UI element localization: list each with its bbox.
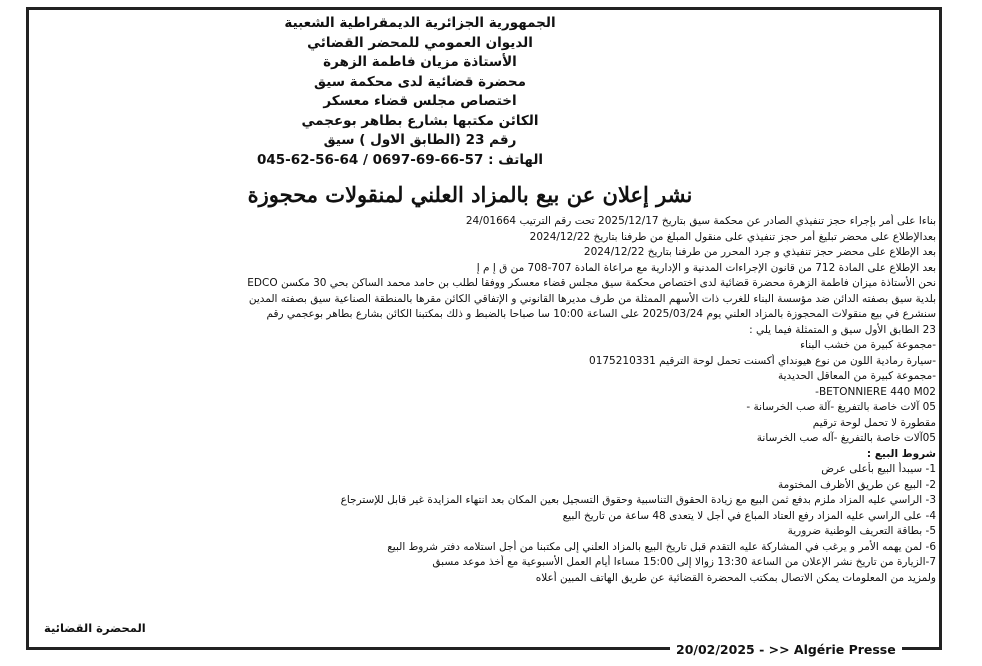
- condition-line: 4- على الراسي عليه المزاد رفع العتاد المباع في أجل لا يتعدى 48 ساعة من تاريخ البيع: [562, 509, 936, 522]
- body-line: 23 الطابق الأول سيق و المتمثلة فيما يلي :: [749, 323, 936, 336]
- body-line: بعد الإطلاع على المادة 712 من قانون الإجراءات المدنية و الإدارية مع مراعاة المادة 707-708 من ق إ م إ: [476, 261, 936, 274]
- condition-line: 7-الزيارة من تاريخ نشر الإعلان من الساعة 13:30 زوالا إلى 15:00 مساءا أيام العمل الأسبوعية مع أخذ موعد مسبق: [432, 556, 936, 568]
- phone-label: الهاتف :: [488, 151, 544, 168]
- body-line: بناءا على أمر بإجراء حجز تنفيذي الصادر عن محكمة سيق بتاريخ 2025/12/17 تحت رقم الترتيب 24/01664: [465, 215, 936, 227]
- header-line: الديوان العمومي للمحضر القضائي: [307, 34, 533, 51]
- notice-body: [44, 214, 936, 586]
- contact-line: ولمزيد من المعلومات يمكن الاتصال بمكتب المحضرة القضائية عن طريق الهاتف المبين أعلاه: [535, 571, 936, 584]
- item-line: -مجموعة كبيرة من المعاقل الحديدية: [778, 370, 936, 382]
- item-line: -سيارة رمادية اللون من نوع هيونداي أكسنت تحمل لوحة الترقيم 0175210331: [589, 354, 936, 367]
- condition-line: 5- بطاقة التعريف الوطنية ضرورية: [787, 525, 936, 537]
- body-line: بعد الإطلاع على محضر حجز تنفيذي و جرد المحرر من طرفنا بتاريخ 2024/12/22: [583, 246, 936, 258]
- header-line: الكائن مكتبها بشارع بطاهر بوعجمي: [301, 112, 539, 129]
- header-line: رقم 23 (الطابق الاول ) سيق: [323, 132, 517, 148]
- item-line: مقطورة لا تحمل لوحة ترقيم: [812, 416, 936, 429]
- phone-line: [150, 151, 690, 171]
- phone-numbers: 045-62-56-64 / 0697-69-66-57: [256, 151, 484, 168]
- header-line: محضرة قضائية لدى محكمة سيق: [314, 73, 526, 90]
- item-line: 05آلات خاصة بالتفريغ -آله صب الخرسانة: [756, 432, 936, 444]
- notice-header: [150, 14, 690, 170]
- notice-title: نشر إعلان عن بيع بالمزاد العلني لمنقولات محجوزة: [247, 182, 693, 207]
- footer-source: 20/02/2025 - >> Algérie Presse: [670, 640, 902, 660]
- body-line: سنشرع في بيع منقولات المحجوزة بالمزاد العلني يوم 2025/03/24 على الساعة 10:00 سا صباحا بالضبط و ذلك بمكتبنا الكائن بشارع بطاهر بوعجمي رقم: [266, 308, 936, 320]
- header-line: الجمهورية الجزائرية الديمقراطية الشعبية: [284, 15, 556, 31]
- body-line: بعدالإطلاع على محضر تبليغ أمر حجز تنفيذي على منقول المبلغ من طرفنا بتاريخ 2024/12/22: [529, 230, 936, 243]
- item-line: -مجموعة كبيرة من خشب البناء: [800, 339, 936, 351]
- conditions-title: شروط البيع :: [866, 447, 936, 460]
- condition-line: 1- سيبدأ البيع بأعلى عرض: [821, 463, 936, 475]
- condition-line: 2- البيع عن طريق الأظرف المختومة: [777, 478, 936, 491]
- body-line: بلدية سيق بصفته الدائن ضد مؤسسة البناء للغرب ذات الأسهم الممثلة من طرف مديرها القانوني و الإتفاقي الكائن مقرها بالمنطقة الصناعية سيق بصفته المدين: [248, 292, 936, 305]
- signature: المحضرة القضائية: [44, 621, 146, 635]
- body-line: نحن الأستاذة ميزان فاطمة الزهرة محضرة قضائية لدى اختصاص محكمة سيق مجلس قضاء معسكر ووفقا لطلب بن حامد محمد الساكن بحي 30 مكسن EDCO: [247, 277, 936, 289]
- item-line: 05 آلات خاصة بالتفريغ -آلة صب الخرسانة -: [746, 401, 936, 413]
- item-line: BETONNIERE 440 M02-: [815, 385, 936, 398]
- condition-line: 6- لمن يهمه الأمر و يرغب في المشاركة عليه التقدم قبل تاريخ البيع بالمزاد العلني إلى مكتبنا من أجل استلامه دفتر شروط البيع: [387, 540, 936, 553]
- header-line: اختصاص مجلس قضاء معسكر: [323, 93, 517, 109]
- header-line: الأستاذة مزيان فاطمة الزهرة: [323, 54, 517, 70]
- condition-line: 3- الراسي عليه المزاد ملزم بدفع ثمن البيع مع زيادة الحقوق التناسبية وحقوق التسجيل بعين المكان بعد انتهاء المزايدة غير قابل للإسترجاع: [340, 494, 936, 506]
